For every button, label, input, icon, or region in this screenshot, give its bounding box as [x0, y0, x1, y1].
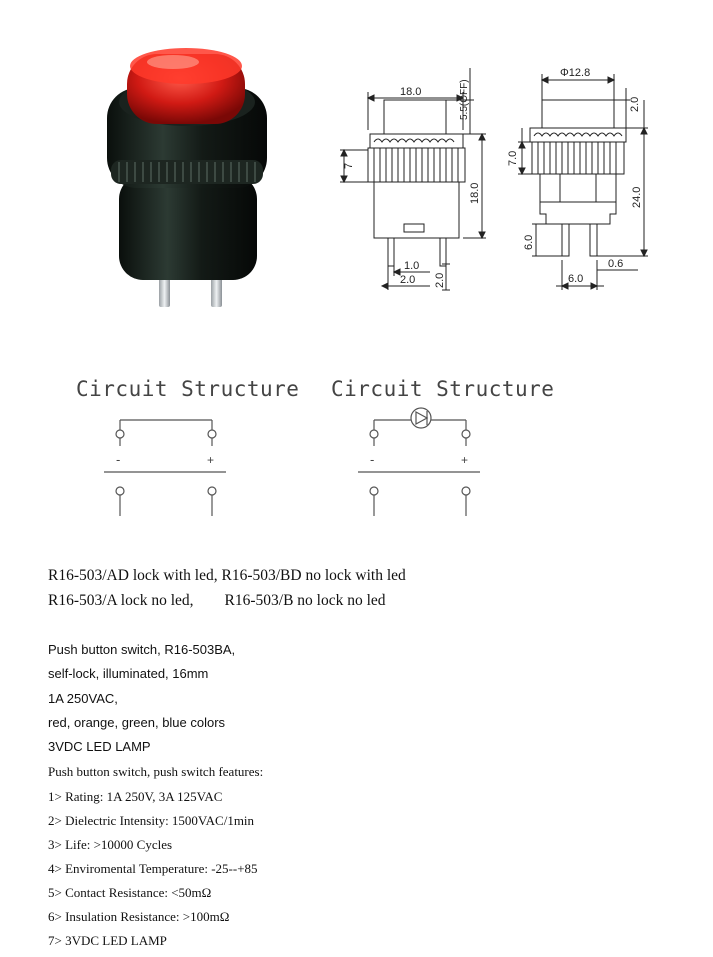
circuit-diagram-led: [354, 400, 494, 524]
front-view-drawing: [330, 58, 495, 303]
dim-pin-width: 1.0: [404, 260, 420, 272]
feature-item-2: 2> Dielectric Intensity: 1500VAC/1min: [48, 813, 255, 828]
model-line-1: R16-503/AD lock with led, R16-503/BD no lock with led: [48, 567, 406, 584]
feature-item-3: 3> Life: >10000 Cycles: [48, 837, 173, 852]
circuit-plus-1: +: [207, 453, 215, 467]
feature-item-5: 5> Contact Resistance: <50mΩ: [48, 885, 212, 900]
side-view-drawing: [498, 58, 658, 298]
dim-knurl-height: 7: [343, 162, 355, 169]
description-line-4: red, orange, green, blue colors: [48, 715, 226, 730]
dim-pin-offset: 2.0: [400, 274, 416, 286]
dim-ribbed-height: 7.0: [507, 150, 519, 166]
circuit-title-1: Circuit Structure: [76, 377, 300, 401]
dim-pin-height: 6.0: [523, 234, 535, 250]
circuit-minus-2: -: [370, 452, 375, 467]
features-heading: Push button switch, push switch features:: [48, 764, 264, 779]
dim-width: 18.0: [400, 86, 422, 98]
dim-travel: 5.5(OFF): [459, 79, 470, 120]
dim-total-height: 24.0: [631, 186, 643, 208]
dim-pin-thickness: 0.6: [608, 258, 624, 270]
description-line-5: 3VDC LED LAMP: [48, 739, 151, 754]
dim-pin-spacing: 6.0: [568, 273, 584, 285]
dim-cap-height: 2.0: [629, 96, 641, 112]
description-line-3: 1A 250VAC,: [48, 691, 118, 706]
product-photo: [95, 40, 275, 315]
feature-item-7: 7> 3VDC LED LAMP: [48, 933, 167, 948]
feature-item-4: 4> Enviromental Temperature: -25--+85: [48, 861, 258, 876]
dim-diameter: Φ12.8: [560, 67, 591, 79]
dim-pin-length: 2.0: [434, 272, 446, 288]
description-line-1: Push button switch, R16-503BA,: [48, 642, 236, 657]
circuit-title-2: Circuit Structure: [331, 377, 555, 401]
circuit-plus-2: +: [461, 453, 469, 467]
description-line-2: self-lock, illuminated, 16mm: [48, 666, 209, 681]
circuit-diagram-switch: [100, 412, 240, 524]
dim-body-height: 18.0: [469, 182, 481, 204]
model-line-2: R16-503/A lock no led, R16-503/B no lock no led: [48, 592, 386, 609]
circuit-minus-1: -: [116, 452, 121, 467]
feature-item-6: 6> Insulation Resistance: >100mΩ: [48, 909, 230, 924]
feature-item-1: 1> Rating: 1A 250V, 3A 125VAC: [48, 789, 223, 804]
